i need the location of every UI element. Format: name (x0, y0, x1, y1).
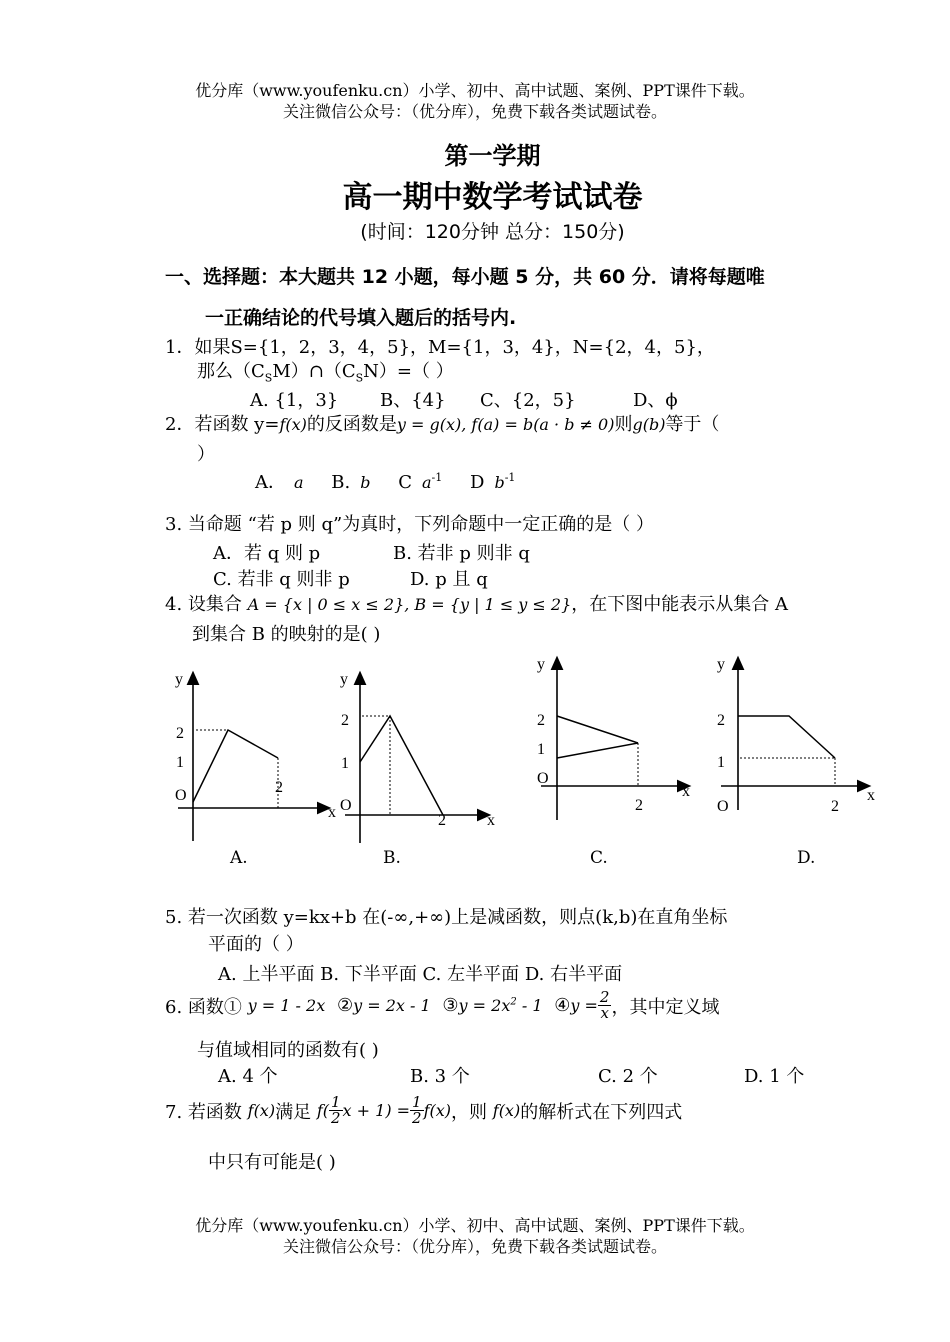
q2-option-d: D (470, 472, 485, 493)
q6-text-3: ③ (442, 995, 459, 1016)
graph-c (535, 650, 715, 860)
q2-fab: , f(a) = b (461, 415, 534, 434)
q7-frac-2-den: 2 (412, 1109, 422, 1127)
graph-b-x-tick-2: 2 (438, 812, 446, 829)
graph-d-x-tick-2: 2 (831, 798, 839, 815)
footer-line-2: 关注微信公众号：（优分库），免费下载各类试题试卷。 (282, 1237, 667, 1256)
q3-line-1: 3. 当命题 “若 p 则 q”为真时，下列命题中一定正确的是（ ） (165, 514, 654, 535)
section-1-line-1: 一、选择题：本大题共 12 小题，每小题 5 分，共 60 分．请将每题唯 (165, 266, 765, 288)
exam-info: (时间：120分钟 总分：150分) (360, 221, 625, 243)
q6-text-4: ④ (554, 995, 571, 1016)
q2-text-4: 等于（ (665, 414, 720, 435)
q5-line-2: 平面的（ ） (208, 934, 304, 955)
graph-c-origin: O (537, 770, 549, 787)
q6-option-c: C. 2 个 (598, 1066, 658, 1087)
q7-fx: f(x) (247, 1101, 276, 1120)
q6-func-4: y = (570, 996, 598, 1015)
q1-text-a: 那么（C (197, 361, 265, 382)
q6-func-4-den: x (600, 1004, 609, 1022)
q2-gx: y = g(x) (396, 415, 462, 434)
exam-title: 高一期中数学考试试卷 (342, 180, 643, 215)
graph-a-tick-2: 2 (176, 725, 184, 742)
graph-a-label: A. (230, 848, 248, 868)
graph-a (170, 665, 340, 875)
graph-b-curve (360, 716, 443, 815)
graph-a-y-label: y (175, 671, 183, 688)
q6-func-2: y = 2x - 1 (353, 996, 431, 1015)
q7-frac-2 (410, 1095, 424, 1126)
q6-func-1: y = 1 - 2x (247, 996, 326, 1015)
q3-option-a: A．若 q 则 p (213, 543, 321, 564)
q7-line-1 (165, 1095, 682, 1126)
graph-d-tick-2: 2 (717, 712, 725, 729)
graph-d-y-label: y (717, 656, 725, 673)
q7-frac-1-den: 2 (330, 1109, 341, 1127)
graph-c-y-label: y (537, 656, 545, 673)
graph-a-x-label: x (328, 804, 336, 821)
q1-option-d: D、ϕ (633, 390, 678, 411)
q2-line-2: ） (197, 444, 215, 465)
header-line-2: 关注微信公众号：（优分库），免费下载各类试题试卷。 (282, 102, 667, 121)
q2-cond: (a · b ≠ 0) (533, 415, 615, 434)
q1-line-1: 1．如果S={1，2，3，4，5}，M={1，3，4}，N={2，4，5}， (165, 337, 715, 358)
q5-options: A. 上半平面 B. 下半平面 C. 左半平面 D. 右半平面 (218, 964, 623, 985)
graph-c-label: C. (590, 848, 608, 868)
q1-text-b: M）∩（C (272, 361, 356, 382)
q2-option-b: B. (331, 472, 351, 493)
q1-sub-2: S (355, 371, 364, 385)
q1-sub-1: S (264, 371, 273, 385)
semester-title: 第一学期 (444, 141, 541, 170)
q2-options (255, 468, 515, 494)
q2-text-2: 的反函数是 (306, 414, 397, 435)
q6-func-3b: - 1 (516, 996, 543, 1015)
q6-func-3a: y = 2x (458, 996, 511, 1015)
q7-text-4: 的解析式在下列四式 (520, 1101, 683, 1123)
q2-option-a: A． (255, 472, 286, 493)
q1-option-b: B、{4} (380, 390, 446, 411)
q6-text-1: 6. 函数① (165, 996, 242, 1018)
q7-f-end: f(x) (423, 1101, 452, 1120)
graph-b-origin: O (340, 797, 352, 814)
q2-option-c-sup: -1 (431, 471, 443, 484)
graph-a-tick-1: 1 (176, 754, 184, 771)
graph-b-label: B. (383, 848, 401, 868)
graph-c-line-lower (557, 743, 638, 758)
graph-c-tick-1: 1 (537, 741, 545, 758)
q3-option-d: D. p 且 q (410, 569, 488, 590)
q2-fx: f(x) (279, 415, 307, 434)
q7-text-3: ，则 (451, 1101, 488, 1123)
graph-a-origin: O (175, 787, 187, 804)
q2-line-1 (165, 410, 719, 436)
q6-func-3 (459, 996, 543, 1015)
q7-text-2: 满足 (275, 1101, 312, 1123)
header-line-1: 优分库（www.youfenku.cn）小学、初中、高中试题、案例、PPT课件下载。 (195, 81, 755, 100)
q4-line-1 (165, 590, 788, 616)
q7-text-1: 7. 若函数 (165, 1101, 242, 1123)
graph-d-curve (738, 716, 835, 758)
q2-option-c-value: a (422, 473, 432, 492)
q4-text-1: 4. 设集合 (165, 594, 242, 615)
graph-b-tick-1: 1 (341, 755, 349, 772)
footer-line-1: 优分库（www.youfenku.cn）小学、初中、高中试题、案例、PPT课件下载。 (195, 1216, 755, 1235)
graph-d (713, 650, 893, 860)
q2-option-b-value: b (360, 473, 371, 492)
graph-c-x-label: x (682, 783, 690, 800)
q6-text-5: ，其中定义域 (611, 996, 720, 1018)
q2-option-c: C (398, 472, 412, 493)
q4-text-2: ，在下图中能表示从集合 A (571, 594, 789, 615)
graph-d-label: D. (797, 848, 816, 868)
graph-a-curve (193, 730, 278, 802)
graph-b-x-label: x (487, 812, 495, 829)
q7-line-2: 中只有可能是( ) (208, 1152, 336, 1173)
q7-f-mid: x + 1) = (342, 1101, 411, 1120)
q4-sets: A = {x | 0 ≤ x ≤ 2}, B = {y | 1 ≤ y ≤ 2} (247, 595, 572, 614)
q1-option-c: C、{2，5} (480, 390, 576, 411)
graph-d-origin: O (717, 798, 729, 815)
q7-frac-1 (329, 1095, 343, 1126)
q2-gb: g(b) (632, 415, 666, 434)
graph-c-tick-2: 2 (537, 712, 545, 729)
q2-option-d-sup: -1 (504, 471, 516, 484)
graph-b-y-label: y (340, 671, 348, 688)
q6-func-3-sup: 2 (510, 996, 517, 1008)
q3-option-c: C. 若非 q 则非 p (213, 569, 350, 590)
q4-line-2: 到集合 B 的映射的是( ) (192, 624, 381, 645)
graph-c-line-upper (557, 716, 638, 743)
q7-frac-1-num: 1 (330, 1093, 341, 1111)
q6-line-2: 与值域相同的函数有( ) (197, 1040, 379, 1061)
q2-text-3: 则 (614, 414, 633, 435)
q1-option-a: A. {1，3} (250, 390, 339, 411)
q3-option-b: B. 若非 p 则非 q (393, 543, 530, 564)
q6-func-4-num: 2 (599, 988, 610, 1006)
q2-option-d-value: b (494, 473, 505, 492)
q6-func-4-frac (598, 990, 612, 1021)
q7-frac-2-num: 1 (412, 1093, 422, 1111)
graph-b (335, 665, 505, 875)
q7-fx-2: f(x) (492, 1101, 521, 1120)
q2-text-1: 2．若函数 y= (165, 414, 280, 435)
q1-text-c: N）=（ ） (363, 361, 454, 382)
q1-line-2 (197, 357, 454, 385)
graph-b-tick-2: 2 (341, 712, 349, 729)
graph-d-x-label: x (867, 787, 875, 804)
graph-a-x-tick-2: 2 (275, 779, 283, 796)
q5-line-1: 5. 若一次函数 y=kx+b 在(-∞,+∞)上是减函数，则点(k,b)在直角坐标 (165, 907, 728, 928)
q7-f-open: f( (316, 1101, 329, 1120)
section-1-line-2: 一正确结论的代号填入题后的括号内. (205, 307, 517, 329)
graph-d-tick-1: 1 (717, 754, 725, 771)
q2-option-a-value: a (294, 473, 304, 492)
graph-c-x-tick-2: 2 (635, 797, 643, 814)
q6-text-2: ② (336, 995, 354, 1016)
q6-option-b: B. 3 个 (410, 1066, 470, 1087)
q6-line-1 (165, 990, 719, 1021)
q6-option-d: D. 1 个 (744, 1066, 805, 1087)
q6-option-a: A. 4 个 (218, 1066, 278, 1087)
